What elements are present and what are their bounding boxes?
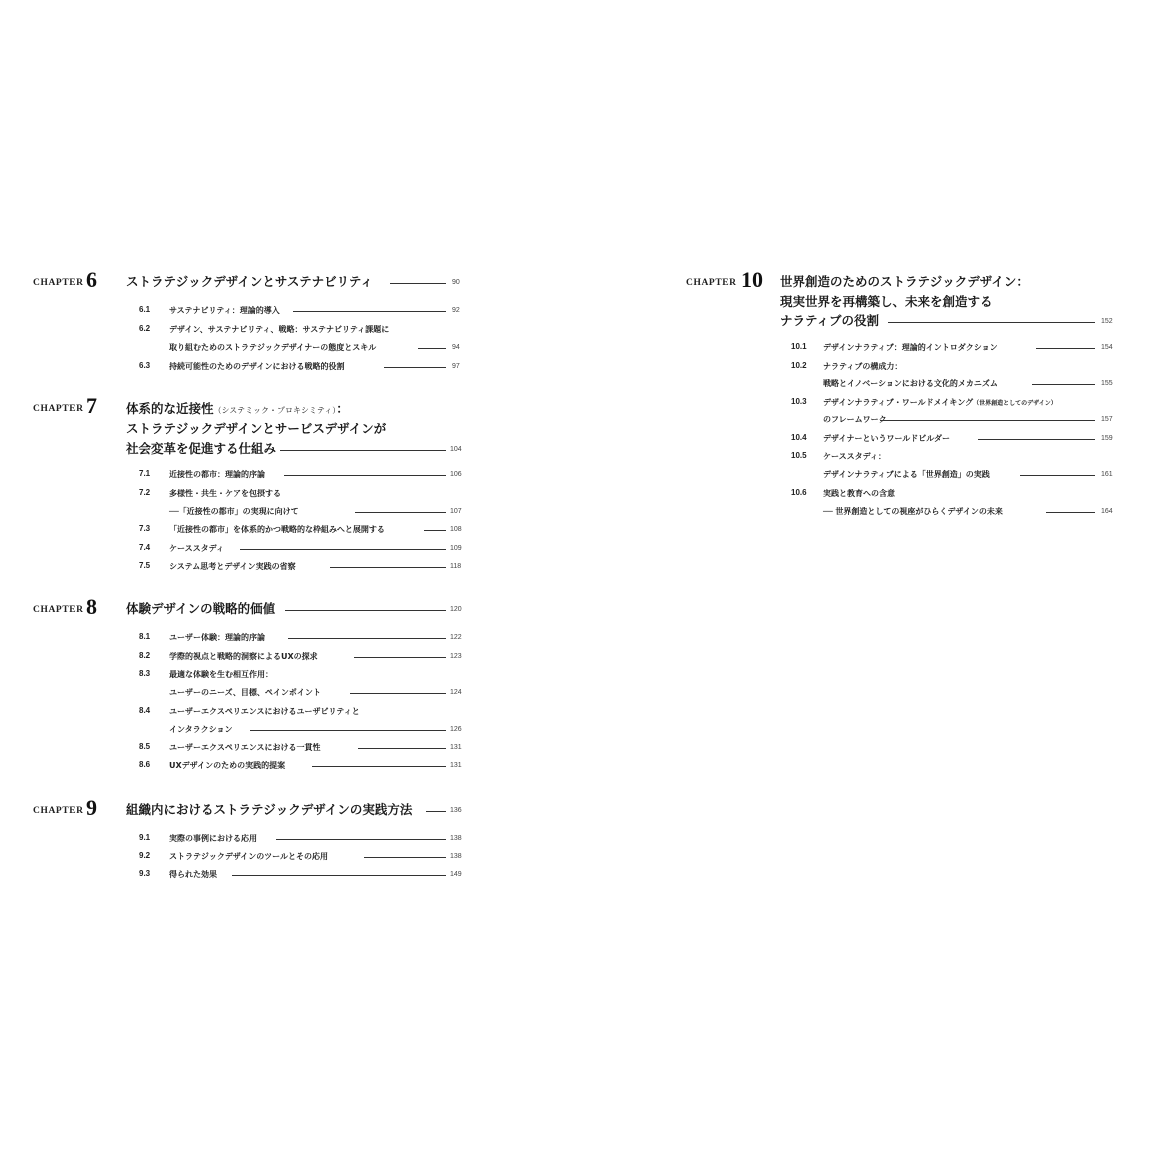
page-number: 92 [452, 307, 460, 314]
chapter-label: CHAPTER [33, 278, 84, 288]
section-title: 得られた効果 [169, 870, 217, 879]
leader-line [276, 839, 446, 840]
section-title: ユーザーエクスペリエンスにおける一貫性 [169, 743, 321, 752]
page-number: 104 [450, 446, 462, 453]
section-title-part: デザインナラティブ・ワールドメイキング [823, 398, 974, 407]
section-number: 7.1 [139, 469, 151, 478]
leader-line [424, 530, 446, 531]
page-number: 108 [450, 526, 462, 533]
section-title: 「近接性の都市」を体系的かつ戦略的な枠組みへと展開する [169, 525, 385, 534]
page-number: 149 [450, 871, 462, 878]
section-number: 8.3 [139, 669, 151, 678]
section-title: 実践と教育への含意 [823, 489, 895, 498]
section-number: 10.3 [791, 397, 807, 406]
chapter-title [126, 401, 349, 419]
leader-line [978, 439, 1095, 440]
leader-line [250, 730, 446, 731]
section-title: ユーザーのニーズ、目標、ペインポイント [169, 688, 321, 697]
section-title: サステナビリティ：理論的導入 [169, 306, 280, 315]
section-number: 6.3 [139, 361, 151, 370]
section-number: 8.1 [139, 632, 151, 641]
chapter-title-part: 体系的な近接性 [126, 401, 214, 416]
section-number: 6.1 [139, 305, 151, 314]
section-title: 学際的視点と戦略的洞察によるUXの探求 [169, 652, 318, 661]
chapter-number: 10 [741, 267, 763, 292]
leader-line [354, 657, 446, 658]
page-number: 123 [450, 653, 462, 660]
leader-line [880, 420, 1095, 421]
section-number: 10.6 [791, 488, 807, 497]
section-title: 戦略とイノベーションにおける文化的メカニズム [823, 379, 998, 388]
page-number: 138 [450, 853, 462, 860]
leader-line [240, 549, 446, 550]
section-title: 取り組むためのストラテジックデザイナーの態度とスキル [169, 343, 377, 352]
leader-line [285, 610, 446, 611]
page-number: 90 [452, 279, 460, 286]
section-title: ケーススタディ： [823, 452, 886, 461]
page-number: 161 [1101, 471, 1113, 478]
section-title: ケーススタディ [169, 544, 224, 553]
page-number: 106 [450, 471, 462, 478]
section-title: 多様性・共生・ケアを包摂する [169, 489, 281, 498]
chapter-title: ストラテジックデザインとサービスデザインが [126, 421, 387, 436]
leader-line [355, 512, 446, 513]
section-number: 6.2 [139, 324, 151, 333]
section-number: 10.4 [791, 433, 807, 442]
leader-line [364, 857, 446, 858]
page-number: 154 [1101, 344, 1113, 351]
section-number: 9.3 [139, 869, 151, 878]
section-number: 9.2 [139, 851, 151, 860]
page-number: 97 [452, 363, 460, 370]
section-title: 最適な体験を生む相互作用： [169, 670, 273, 679]
chapter-label: CHAPTER [33, 605, 84, 615]
chapter-title: 世界創造のためのストラテジックデザイン： [780, 274, 1029, 289]
page-number: 131 [450, 744, 462, 751]
leader-line [350, 693, 446, 694]
page-number: 152 [1101, 318, 1113, 325]
section-title: ユーザー体験：理論的序論 [169, 633, 265, 642]
section-number: 7.5 [139, 561, 151, 570]
section-title: ユーザーエクスペリエンスにおけるユーザビリティと [169, 707, 360, 716]
page-number: 159 [1101, 435, 1113, 442]
section-number: 7.3 [139, 524, 151, 533]
section-title: ナラティブの構成力： [823, 362, 903, 371]
section-title: デザイン、サステナビリティ、戦略：サステナビリティ課題に [169, 325, 390, 334]
section-number: 8.2 [139, 651, 151, 660]
leader-line [418, 348, 446, 349]
section-number: 9.1 [139, 833, 151, 842]
chapter-number: 9 [86, 795, 97, 820]
leader-line [312, 766, 446, 767]
section-title: ── 世界創造としての視座がひらくデザインの未来 [823, 507, 1003, 516]
chapter-title-ruby: （システミック・プロキシミティ） [213, 406, 337, 415]
leader-line [1032, 384, 1095, 385]
page-number: 136 [450, 807, 462, 814]
section-number: 10.1 [791, 342, 807, 351]
leader-line [390, 283, 446, 284]
chapter-title: 体験デザインの戦略的価値 [126, 601, 276, 616]
page-number: 138 [450, 835, 462, 842]
section-title: デザインナラティブ：理論的イントロダクション [823, 343, 998, 352]
section-number: 10.5 [791, 451, 807, 460]
chapter-number: 8 [86, 594, 97, 619]
section-title: インタラクション [169, 725, 233, 734]
page-number: 120 [450, 606, 462, 613]
leader-line [232, 875, 446, 876]
section-number: 8.6 [139, 760, 151, 769]
section-number: 7.2 [139, 488, 151, 497]
page-number: 94 [452, 344, 460, 351]
section-title [823, 397, 1057, 408]
leader-line [288, 638, 446, 639]
section-number: 7.4 [139, 543, 151, 552]
section-title: のフレームワーク [823, 415, 887, 424]
chapter-title: ストラテジックデザインとサステナビリティ [126, 274, 373, 289]
chapter-title: 現実世界を再構築し、未来を創造する [780, 294, 993, 309]
section-title: 持続可能性のためのデザインにおける戦略的役割 [169, 362, 345, 371]
chapter-label: CHAPTER [33, 404, 84, 414]
chapter-title: 社会変革を促進する仕組み [126, 441, 277, 456]
page-number: 107 [450, 508, 462, 515]
section-title: 実際の事例における応用 [169, 834, 257, 843]
section-title: ──「近接性の都市」の実現に向けて [169, 507, 299, 516]
section-number: 8.5 [139, 742, 151, 751]
leader-line [426, 811, 446, 812]
leader-line [1020, 475, 1095, 476]
section-title: システム思考とデザイン実践の省察 [169, 562, 296, 571]
section-title: UXデザインのための実践的提案 [169, 761, 286, 770]
leader-line [358, 748, 446, 749]
section-title: デザインナラティブによる「世界創造」の実践 [823, 470, 990, 479]
section-title-note: （世界創造としてのデザイン） [973, 400, 1057, 407]
page-number: 118 [450, 563, 462, 570]
leader-line [1046, 512, 1095, 513]
page-number: 164 [1101, 508, 1113, 515]
section-title: デザイナーというワールドビルダー [823, 434, 950, 443]
chapter-label: CHAPTER [33, 806, 84, 816]
leader-line [330, 567, 446, 568]
section-number: 10.2 [791, 361, 807, 370]
leader-line [284, 475, 446, 476]
page-number: 109 [450, 545, 462, 552]
section-number: 8.4 [139, 706, 151, 715]
page-number: 122 [450, 634, 462, 641]
chapter-label: CHAPTER [686, 278, 737, 288]
section-title: 近接性の都市：理論的序論 [169, 470, 265, 479]
leader-line [1036, 348, 1095, 349]
section-title: ストラテジックデザインのツールとその応用 [169, 852, 328, 861]
chapter-title-colon: ： [336, 401, 349, 416]
page-number: 124 [450, 689, 462, 696]
chapter-title: ナラティブの役割 [780, 313, 880, 328]
chapter-title: 組織内におけるストラテジックデザインの実践方法 [126, 802, 413, 817]
leader-line [280, 450, 446, 451]
page-number: 157 [1101, 416, 1113, 423]
leader-line [384, 367, 446, 368]
page-number: 131 [450, 762, 462, 769]
chapter-number: 6 [86, 267, 97, 292]
page-number: 126 [450, 726, 462, 733]
leader-line [888, 322, 1095, 323]
chapter-number: 7 [86, 393, 97, 418]
page-number: 155 [1101, 380, 1113, 387]
leader-line [293, 311, 446, 312]
